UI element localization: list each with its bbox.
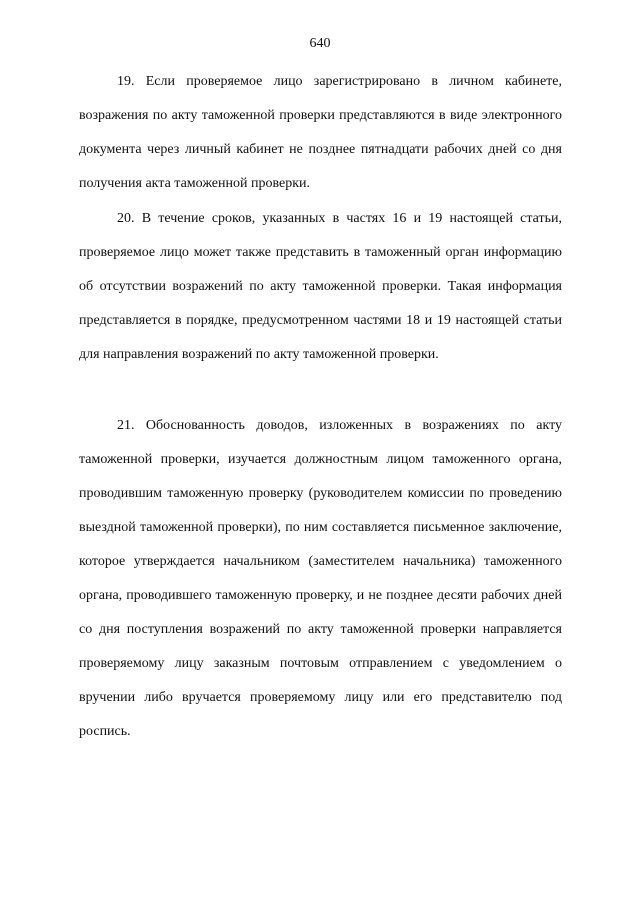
paragraph-19: 19. Если проверяемое лицо зарегистрировано в личном кабинете, возражения по акту таможенной проверки представляются в виде электронного документа через личный кабинет не позднее пятнадцати рабочих дней со дня получения акта таможенной проверки. [79, 74, 562, 191]
paragraph-20: 20. В течение сроков, указанных в частях 16 и 19 настоящей статьи, проверяемое лицо может также представить в таможенный орган информацию об отсутствии возражений по акту таможенной проверки. Такая информация представляется в порядке, предусмотренном частями 18 и 19 настоящей статьи для направления возражений по акту таможенной проверки. [79, 211, 562, 362]
paragraph-21: 21. Обоснованность доводов, изложенных в возражениях по акту таможенной проверки, изучается должностным лицом таможенного органа, проводившим таможенную проверку (руководителем комиссии по проведению выездной таможенной проверки), по ним составляется письменное заключение, которое утверждается начальником (заместителем начальника) таможенного органа, проводившего таможенную проверку, и не позднее десяти рабочих дней со дня поступления возражений по акту таможенной проверки направляется проверяемому лицу заказным почтовым отправлением с уведомлением о вручении либо вручается проверяемому лицу или его представителю под роспись. [79, 418, 562, 739]
page-number: 640 [309, 36, 331, 51]
